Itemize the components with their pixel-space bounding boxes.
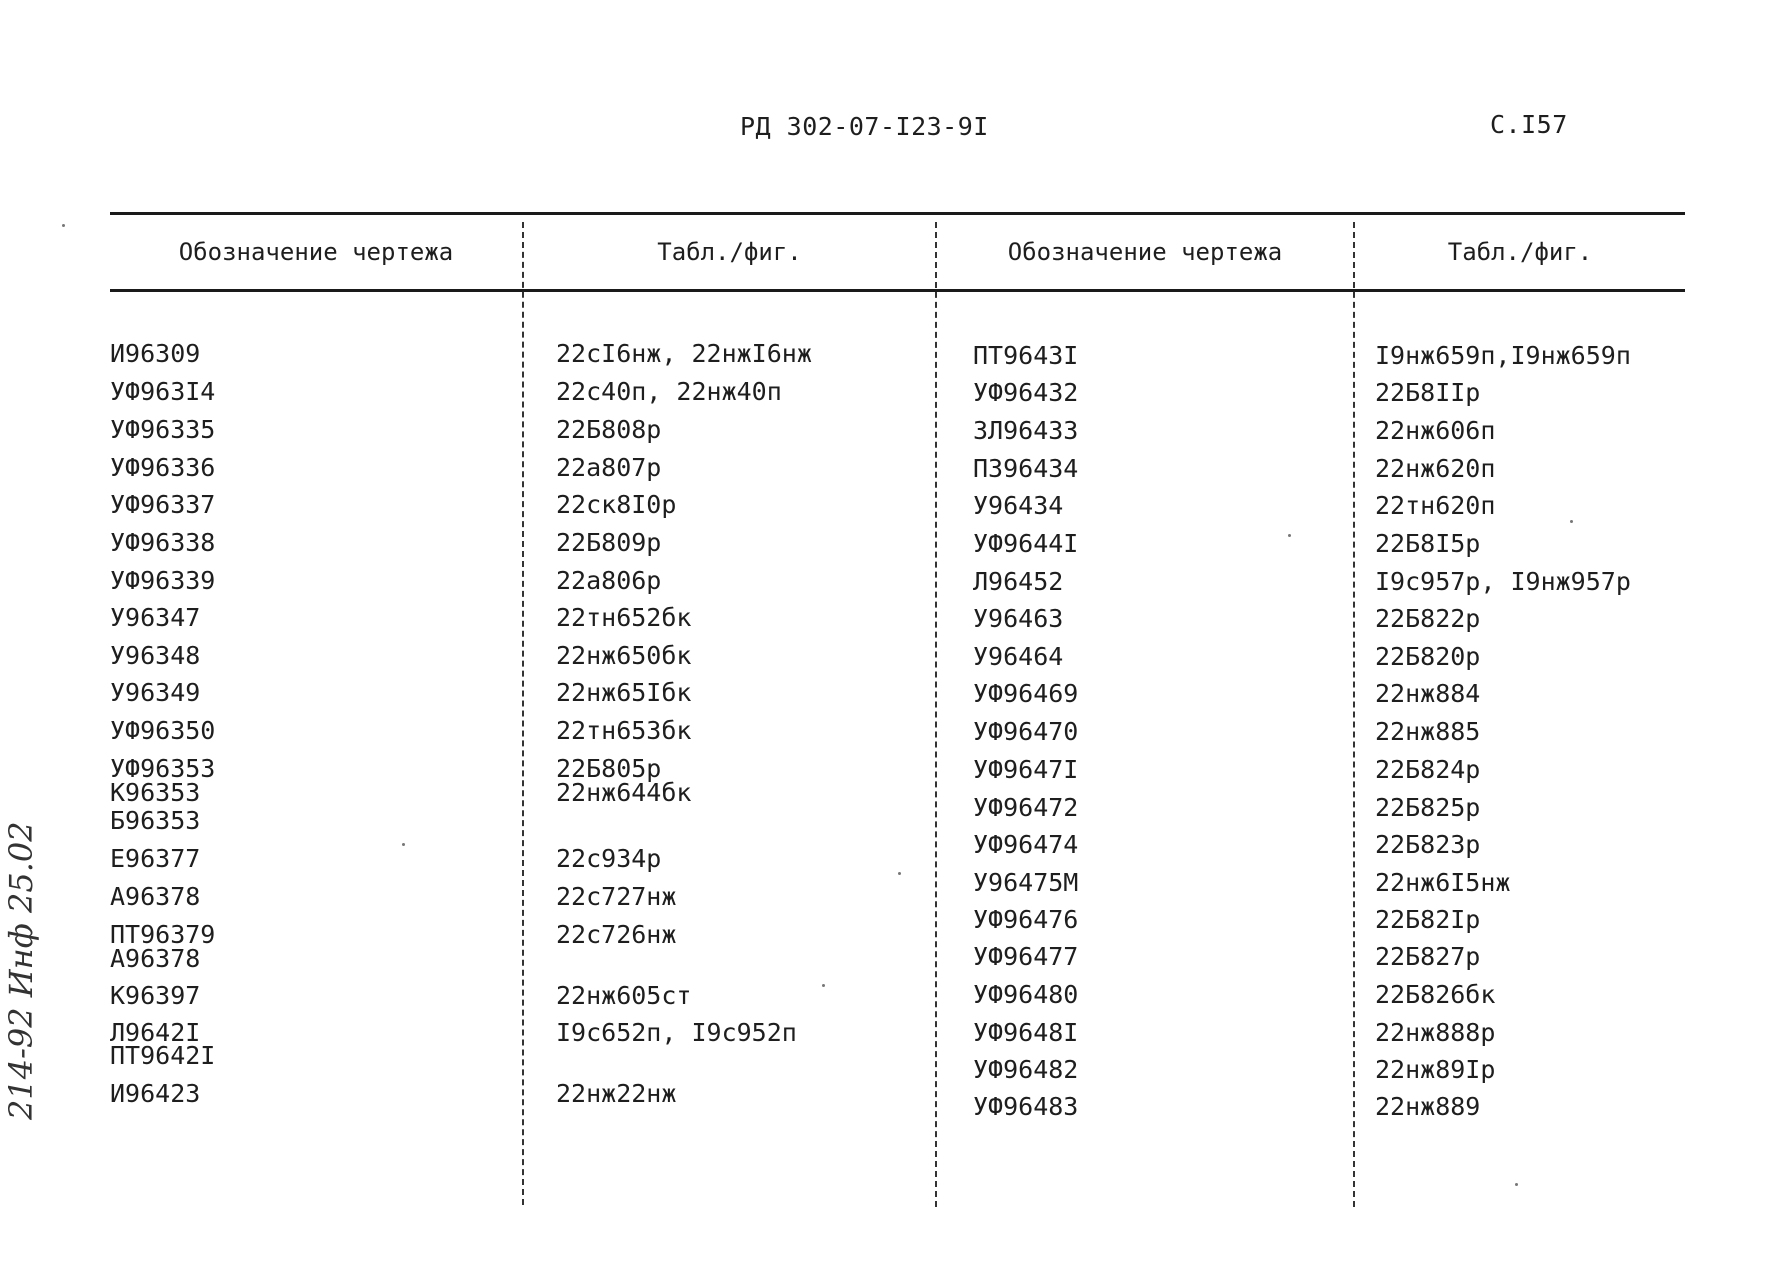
table-figure-ref: I9нж659п,I9нж659п bbox=[1375, 341, 1631, 370]
drawing-designation: УФ9648I bbox=[973, 1018, 1079, 1047]
drawing-designation: УФ9647I bbox=[973, 755, 1079, 784]
column-header-drawing-right: Обозначение чертежа bbox=[1007, 238, 1283, 266]
drawing-designation: К96397 bbox=[110, 981, 201, 1010]
scan-speck bbox=[822, 984, 825, 987]
table-figure-ref: 22с934р bbox=[556, 844, 662, 873]
table-figure-ref: 22Б820р bbox=[1375, 642, 1481, 671]
table-figure-ref: 22нж65Iбк bbox=[556, 678, 692, 707]
drawing-designation: УФ96476 bbox=[973, 905, 1079, 934]
drawing-designation: УФ96335 bbox=[110, 415, 216, 444]
table-figure-ref: I9с957р, I9нж957р bbox=[1375, 567, 1631, 596]
drawing-designation: УФ96483 bbox=[973, 1092, 1079, 1121]
column-header-table-left: Табл./фиг. bbox=[657, 238, 802, 266]
drawing-designation: К96353 bbox=[110, 778, 201, 807]
table-figure-ref: 22нж885 bbox=[1375, 717, 1481, 746]
drawing-designation: УФ96339 bbox=[110, 566, 216, 595]
drawing-designation: И96309 bbox=[110, 339, 201, 368]
scan-speck bbox=[898, 872, 901, 875]
document-code: РД 302-07-I23-9I bbox=[740, 112, 989, 141]
column-header-drawing-left: Обозначение чертежа bbox=[178, 238, 454, 266]
table-figure-ref: 22Б809р bbox=[556, 528, 662, 557]
drawing-designation: УФ96469 bbox=[973, 679, 1079, 708]
table-figure-ref: 22тн652бк bbox=[556, 603, 692, 632]
table-figure-ref: 22Б82Iр bbox=[1375, 905, 1481, 934]
table-figure-ref: 22а806р bbox=[556, 566, 662, 595]
drawing-designation: УФ96477 bbox=[973, 942, 1079, 971]
table-figure-ref: 22Б823р bbox=[1375, 830, 1481, 859]
column-divider-2 bbox=[935, 222, 937, 1207]
table-figure-ref: 22Б808р bbox=[556, 415, 662, 444]
drawing-designation: ПЗ96434 bbox=[973, 454, 1079, 483]
table-figure-ref: 22нж605ст bbox=[556, 981, 692, 1010]
table-figure-ref: 22а807р bbox=[556, 453, 662, 482]
drawing-designation: У96464 bbox=[973, 642, 1064, 671]
drawing-designation: Б96353 bbox=[110, 806, 201, 835]
scan-speck bbox=[1288, 534, 1291, 537]
drawing-designation: УФ9644I bbox=[973, 529, 1079, 558]
table-figure-ref: 22нж650бк bbox=[556, 641, 692, 670]
table-figure-ref: 22Б8IIр bbox=[1375, 378, 1481, 407]
drawing-designation: А96378 bbox=[110, 882, 201, 911]
table-figure-ref: 22сI6нж, 22нжI6нж bbox=[556, 339, 812, 368]
drawing-designation: ПТ96379 bbox=[110, 920, 216, 949]
drawing-designation: И96423 bbox=[110, 1079, 201, 1108]
drawing-designation: У96434 bbox=[973, 491, 1064, 520]
drawing-designation: У96348 bbox=[110, 641, 201, 670]
table-figure-ref: 22с40п, 22нж40п bbox=[556, 377, 782, 406]
table-figure-ref: 22с727нж bbox=[556, 882, 677, 911]
drawing-designation: УФ96350 bbox=[110, 716, 216, 745]
table-figure-ref: 22нж89Iр bbox=[1375, 1055, 1496, 1084]
drawing-designation: УФ96482 bbox=[973, 1055, 1079, 1084]
drawing-designation: УФ96480 bbox=[973, 980, 1079, 1009]
scan-speck bbox=[62, 224, 65, 227]
column-divider-3 bbox=[1353, 222, 1355, 1207]
drawing-designation: А96378 bbox=[110, 944, 201, 973]
drawing-designation: ПТ9643I bbox=[973, 341, 1079, 370]
table-figure-ref: 22ск8I0р bbox=[556, 490, 677, 519]
table-figure-ref: 22нж884 bbox=[1375, 679, 1481, 708]
table-figure-ref: 22Б805р bbox=[556, 754, 662, 783]
drawing-designation: УФ96336 bbox=[110, 453, 216, 482]
drawing-designation: Л9642I bbox=[110, 1018, 201, 1047]
scan-speck bbox=[402, 843, 405, 846]
table-figure-ref: 22нж6I5нж bbox=[1375, 868, 1511, 897]
drawing-designation: УФ96472 bbox=[973, 793, 1079, 822]
drawing-designation: У96463 bbox=[973, 604, 1064, 633]
table-figure-ref: 22Б824р bbox=[1375, 755, 1481, 784]
drawing-designation: Е96377 bbox=[110, 844, 201, 873]
drawing-designation: УФ963I4 bbox=[110, 377, 216, 406]
table-figure-ref: 22Б827р bbox=[1375, 942, 1481, 971]
drawing-designation: ЗЛ96433 bbox=[973, 416, 1079, 445]
table-figure-ref: I9с652п, I9с952п bbox=[556, 1018, 797, 1047]
table-figure-ref: 22тн653бк bbox=[556, 716, 692, 745]
drawing-designation: Л96452 bbox=[973, 567, 1064, 596]
drawing-designation: УФ96337 bbox=[110, 490, 216, 519]
table-figure-ref: 22нж888р bbox=[1375, 1018, 1496, 1047]
table-figure-ref: 22нж606п bbox=[1375, 416, 1496, 445]
table-figure-ref: 22Б8I5р bbox=[1375, 529, 1481, 558]
table-figure-ref: 22нж644бк bbox=[556, 778, 692, 807]
drawing-designation: У96349 bbox=[110, 678, 201, 707]
column-divider-1 bbox=[522, 222, 524, 1205]
drawing-designation: УФ96474 bbox=[973, 830, 1079, 859]
handwritten-margin-note: 214-92 Инф 25.02 bbox=[2, 821, 40, 1120]
scan-speck bbox=[1570, 520, 1573, 523]
table-figure-ref: 22нж889 bbox=[1375, 1092, 1481, 1121]
table-figure-ref: 22нж620п bbox=[1375, 454, 1496, 483]
page-number: С.I57 bbox=[1490, 110, 1568, 139]
drawing-designation: УФ96432 bbox=[973, 378, 1079, 407]
table-figure-ref: 22нж22нж bbox=[556, 1079, 677, 1108]
table-header-rule bbox=[110, 289, 1685, 292]
table-figure-ref: 22тн620п bbox=[1375, 491, 1496, 520]
table-figure-ref: 22с726нж bbox=[556, 920, 677, 949]
drawing-designation: У96347 bbox=[110, 603, 201, 632]
drawing-designation: ПТ9642I bbox=[110, 1041, 216, 1070]
drawing-designation: УФ96338 bbox=[110, 528, 216, 557]
table-figure-ref: 22Б826бк bbox=[1375, 980, 1496, 1009]
table-top-rule bbox=[110, 212, 1685, 215]
drawing-designation: У96475М bbox=[973, 868, 1079, 897]
drawing-designation: УФ96470 bbox=[973, 717, 1079, 746]
table-figure-ref: 22Б825р bbox=[1375, 793, 1481, 822]
drawing-designation: УФ96353 bbox=[110, 754, 216, 783]
column-header-table-right: Табл./фиг. bbox=[1447, 238, 1593, 266]
table-figure-ref: 22Б822р bbox=[1375, 604, 1481, 633]
scan-speck bbox=[1515, 1183, 1518, 1186]
